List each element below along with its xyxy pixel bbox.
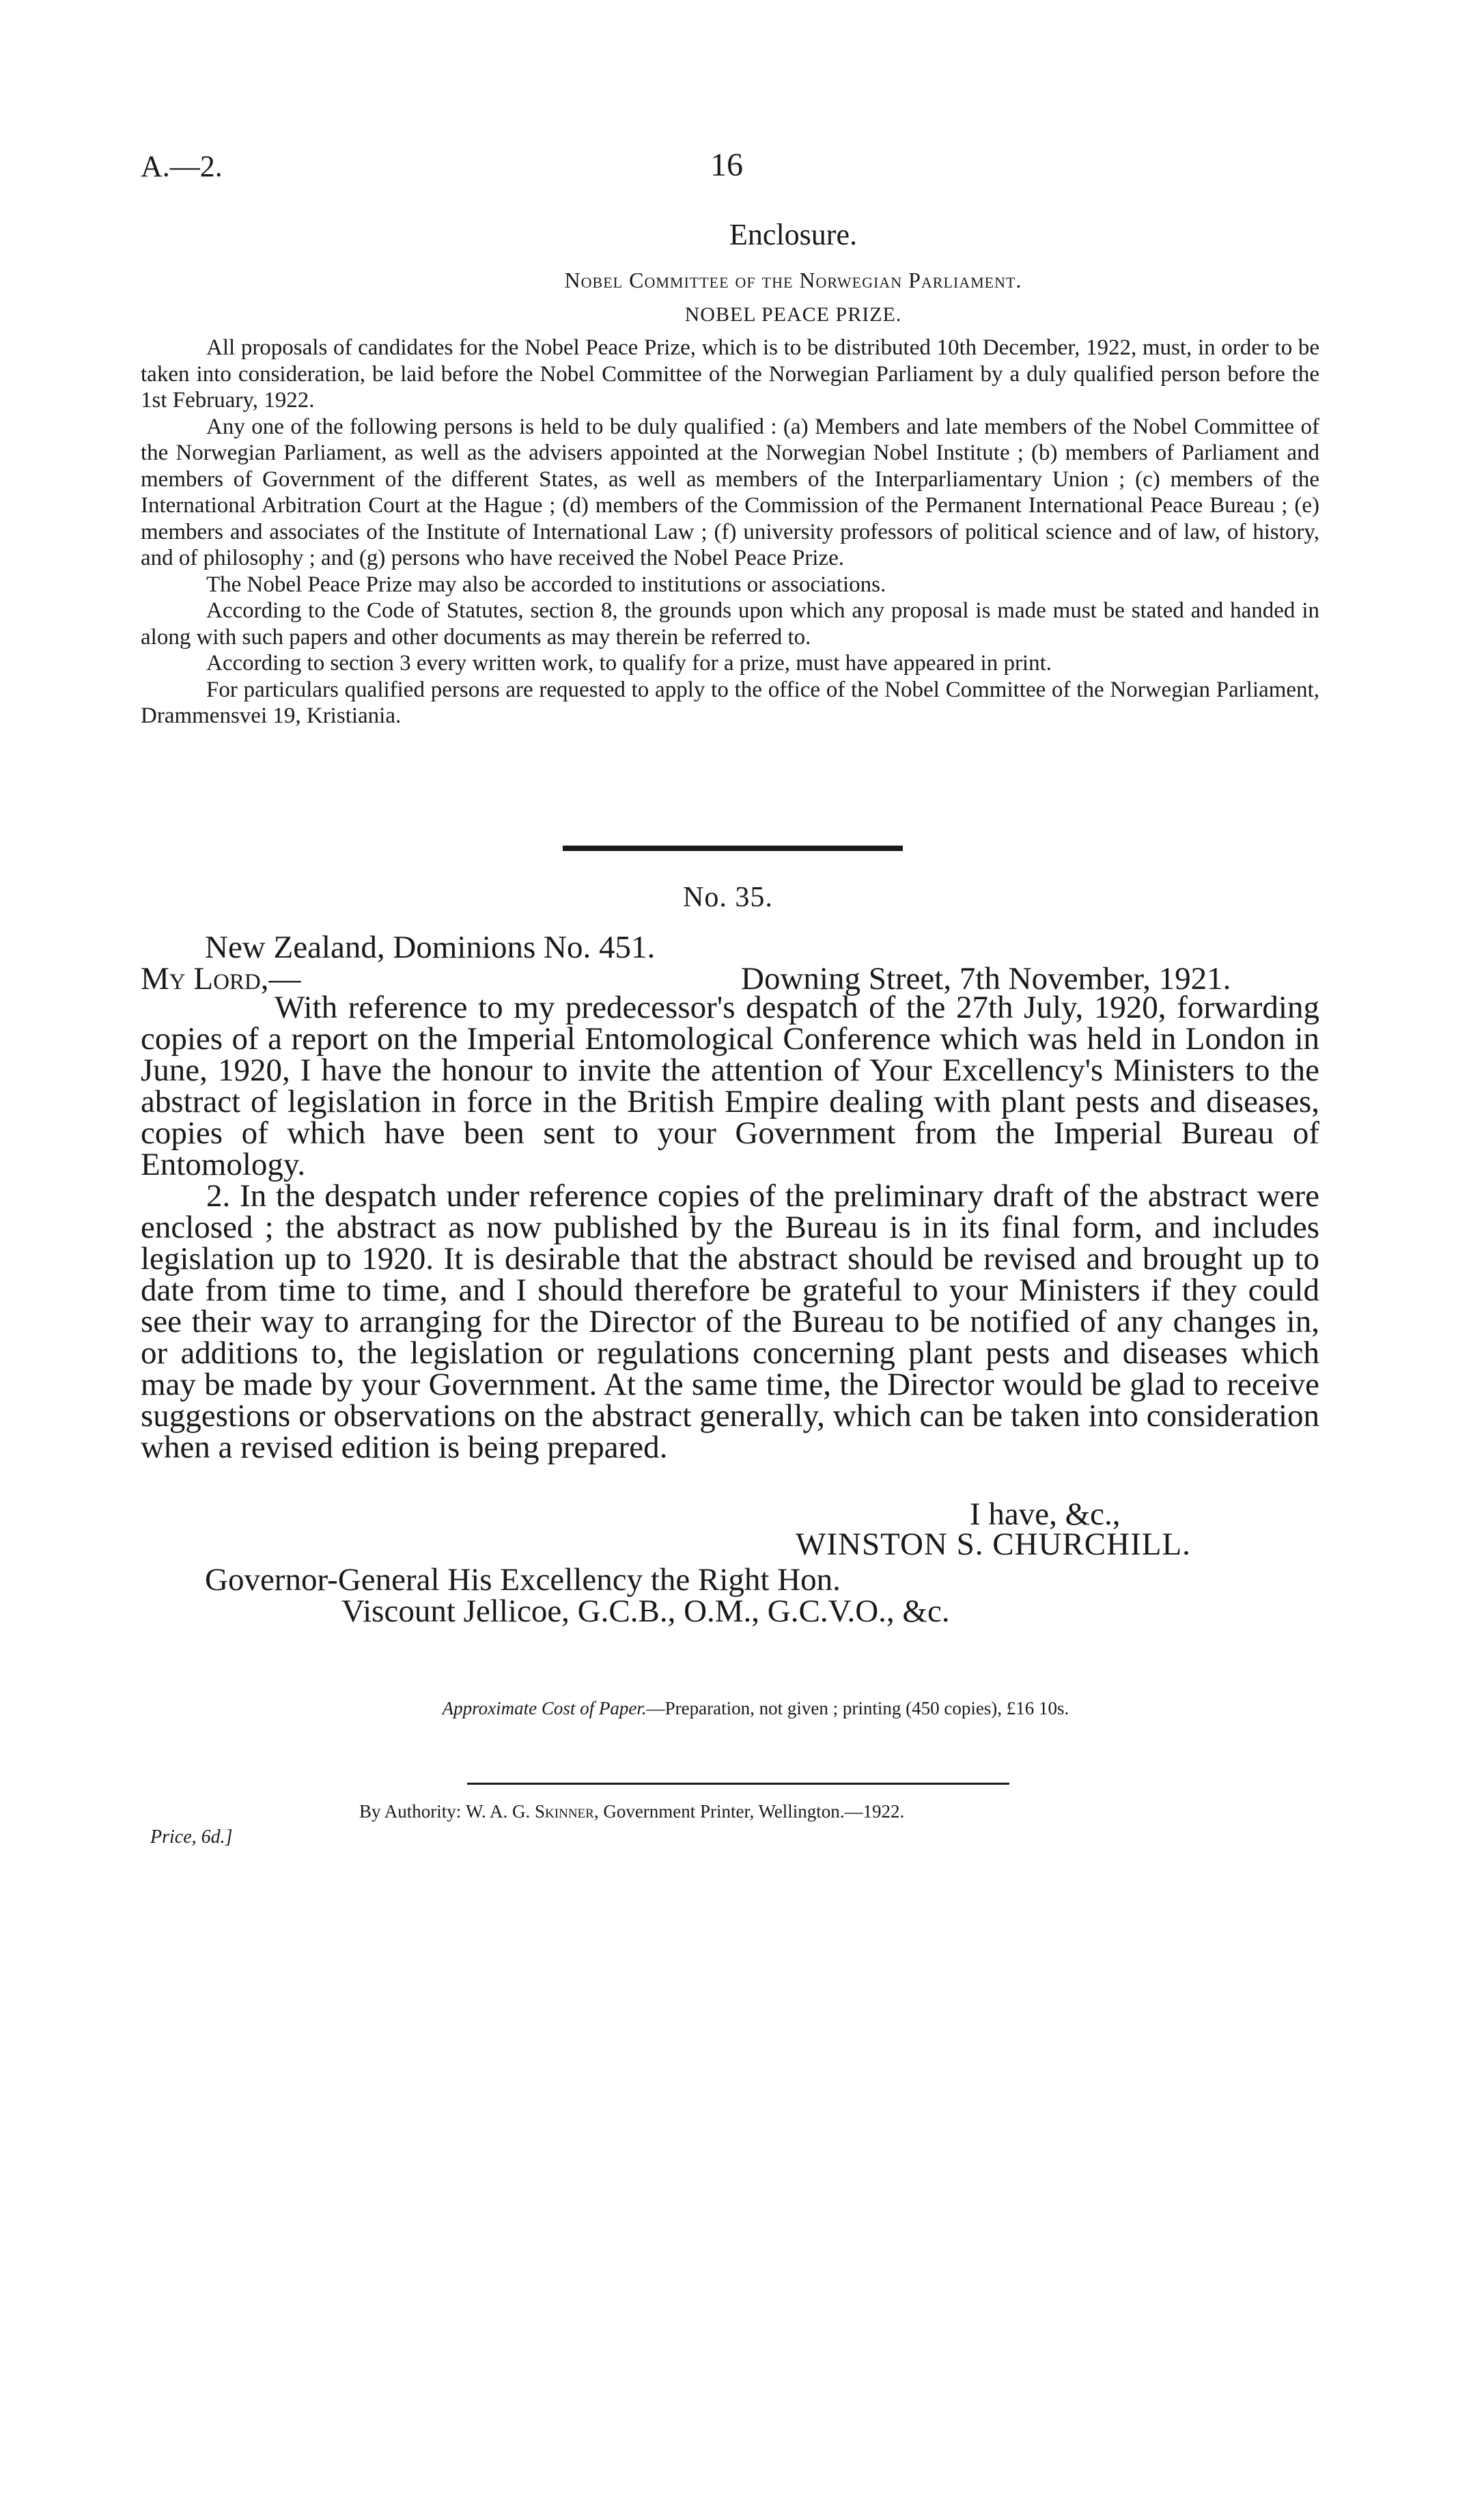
section-divider xyxy=(563,846,903,851)
enclosure-paragraph: The Nobel Peace Prize may also be accorded to institutions or associations. xyxy=(206,572,886,597)
enclosure-paragraph: All proposals of candidates for the Nobel Peace Prize, which is to be distributed 10th December, 1922, must, in order to be taken into consideration, be laid before the Nobel Committee of the Norwegian Parliament by a duly qualified person before the 1st February, 1922. xyxy=(141,335,1319,413)
closing: I have, &c., xyxy=(970,1496,1121,1532)
enclosure-title: Enclosure. xyxy=(729,218,857,251)
authority-prefix: By Authority: xyxy=(359,1801,462,1822)
addressee-line-2: Viscount Jellicoe, G.C.B., O.M., G.C.V.O., &c. xyxy=(341,1593,950,1629)
printer-imprint xyxy=(359,1801,904,1822)
enclosure-body xyxy=(141,335,1319,729)
printer-name: W. A. G. Skinner, xyxy=(466,1801,599,1822)
page-number: 16 xyxy=(710,147,743,183)
prize-heading: NOBEL PEACE PRIZE. xyxy=(684,303,902,326)
despatch-number: No. 35. xyxy=(683,882,773,913)
salutation-text: My Lord,— xyxy=(141,961,301,997)
signature: WINSTON S. CHURCHILL. xyxy=(796,1527,1191,1562)
enclosure-paragraph: According to the Code of Statutes, section 8, the grounds upon which any proposal is made must be stated and handed in along with such papers and other documents as may therein be referred to. xyxy=(141,598,1319,650)
despatch-body xyxy=(141,992,1319,1463)
enclosure-paragraph: For particulars qualified persons are requested to apply to the office of the Nobel Committee of the Norwegian Parliament, Drammensvei 19, Kristiania. xyxy=(141,677,1319,728)
dateline: Downing Street, 7th November, 1921. xyxy=(741,961,1231,997)
despatch-paragraph: With reference to my predecessor's despatch of the 27th July, 1920, forwarding copies of a report on the Imperial Entomological Conference which was held in London in June, 1920, I have the honour to invite the attention of Your Excellency's Ministers to the abstract of legislation in force in the British Empire dealing with plant pests and diseases, copies of which have been sent to your Government from the Imperial Bureau of Entomology. xyxy=(141,990,1319,1182)
cost-of-paper xyxy=(0,1698,1484,1719)
despatch-paragraph: 2. In the despatch under reference copies of the preliminary draft of the abstract were enclosed ; the abstract as now published by the Bureau is in its final form, and includes legislation up to 1920. It is desirable that the abstract should be revised and brought up to date from time to time, and I should therefore be grateful to your Ministers if they could see their way to arranging for the Director of the Bureau to be notified of any changes in, or additions to, the legislation or regulations concerning plant pests and diseases which may be made by your Government. At the same time, the Director would be glad to receive suggestions or observations on the abstract generally, which can be taken into consideration when a revised edition is being prepared. xyxy=(141,1178,1319,1465)
price: Price, 6d.] xyxy=(150,1826,233,1848)
addressee-line-1: Governor-General His Excellency the Right Hon. xyxy=(205,1562,841,1598)
footer-divider xyxy=(467,1783,1009,1785)
despatch-reference: New Zealand, Dominions No. 451. xyxy=(205,930,656,965)
enclosure-paragraph: Any one of the following persons is held to be duly qualified : (a) Members and late members of the Nobel Committee of the Norwegian Parliament, as well as the advisers appointed at the Norwegian Nobel Institute ; (b) members of Parliament and members of Government of the different States, as well as members of the Interparliamentary Union ; (c) members of the International Arbitration Court at the Hague ; (d) members of the Commission of the Permanent International Peace Bureau ; (e) members and associates of the Institute of International Law ; (f) university professors of political science and of law, of history, and of philosophy ; and (g) persons who have received the Nobel Peace Prize. xyxy=(141,414,1319,570)
enclosure-paragraph: According to section 3 every written work, to qualify for a prize, must have appeared in print. xyxy=(206,651,1052,676)
cost-text: —Preparation, not given ; printing (450 copies), £16 10s. xyxy=(646,1698,1069,1718)
committee-heading: Nobel Committee of the Norwegian Parliament. xyxy=(564,268,1022,292)
authority-suffix: Government Printer, Wellington.—1922. xyxy=(603,1801,905,1822)
cost-label: Approximate Cost of Paper. xyxy=(442,1698,647,1718)
document-reference: A.—2. xyxy=(141,150,223,183)
